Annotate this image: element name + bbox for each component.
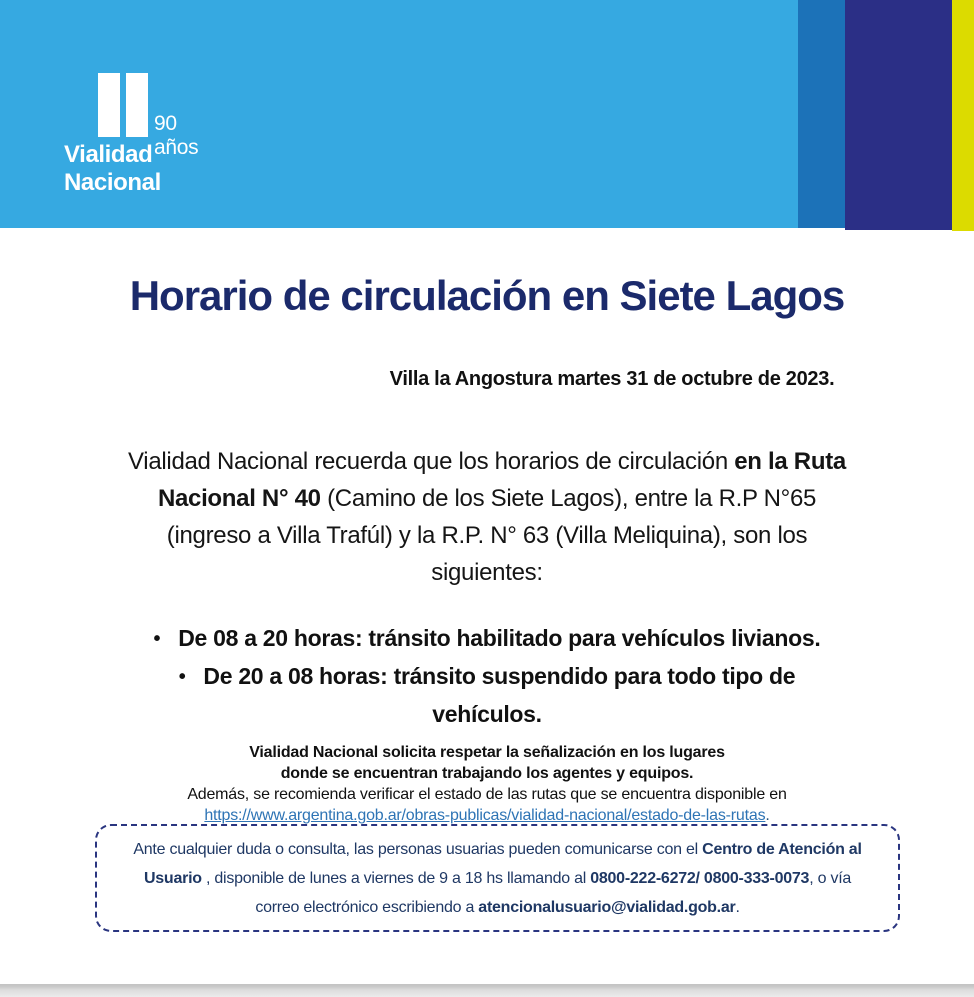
notes-block: [0, 742, 974, 826]
notes-bold-line-2: donde se encuentran trabajando los agentes y equipos.: [280, 765, 694, 782]
header-stripe-navy: [845, 0, 952, 230]
bullet-item-day: [0, 620, 974, 658]
schedule-bullet-list: [0, 620, 974, 733]
bullet-icon: •: [178, 666, 186, 688]
contact-line-2: [103, 864, 892, 893]
intro-text: Vialidad Nacional recuerda que los horarios de circulación: [128, 448, 735, 475]
intro-paragraph: [0, 443, 974, 591]
intro-line-1: [0, 443, 974, 480]
logo-years-label: 90 años: [154, 112, 199, 159]
intro-line-3: (ingreso a Villa Trafúl) y la R.P. N° 63 (Villa Meliquina), son los: [166, 522, 808, 549]
bullet-icon: •: [153, 628, 161, 650]
contact-bold-text: Usuario: [143, 869, 202, 887]
bullet-item-night-continued: vehículos.: [432, 701, 542, 727]
contact-email: atencionalusuario@vialidad.gob.ar: [478, 898, 736, 916]
notes-line-3: Además, se recomienda verificar el estado de las rutas que se encuentra disponible en: [187, 786, 787, 803]
contact-text: Ante cualquier duda o consulta, las personas usuarias pueden comunicarse con el: [133, 840, 703, 858]
contact-line-3: [103, 893, 892, 922]
window-bottom-edge-bar: [0, 984, 974, 997]
header-banner: [0, 0, 974, 228]
contact-text: , o vía: [809, 869, 852, 887]
link-period: .: [765, 807, 770, 824]
notes-bold-line-1: Vialidad Nacional solicita respetar la señalización en los lugares: [249, 744, 725, 761]
notes-link-line: [0, 805, 974, 826]
dateline: Villa la Angostura martes 31 de octubre de 2023.: [389, 368, 835, 390]
contact-info-box: [95, 824, 900, 932]
intro-bold-text: Nacional N° 40: [157, 485, 321, 512]
contact-bold-text: Centro de Atención al: [702, 840, 862, 858]
contact-text: correo electrónico escribiendo a: [255, 898, 479, 916]
estado-de-las-rutas-link[interactable]: https://www.argentina.gob.ar/obras-publicas/vialidad-nacional/estado-de-las-rutas: [204, 807, 766, 824]
intro-line-4: siguientes:: [431, 559, 543, 586]
logo-org-name: Vialidad Nacional: [64, 141, 161, 196]
intro-text: (Camino de los Siete Lagos), entre la R.P N°65: [320, 485, 817, 512]
bullet-item-text: De 20 a 08 horas: tránsito suspendido para todo tipo de: [203, 663, 796, 689]
header-stripe-yellow: [952, 0, 974, 231]
bullet-item-text: De 08 a 20 horas: tránsito habilitado para vehículos livianos.: [178, 625, 821, 651]
page-title: Horario de circulación en Siete Lagos: [129, 272, 845, 319]
contact-line-1: [103, 835, 892, 864]
logo-bars-icon: [98, 73, 120, 137]
logo-bars-icon: [126, 73, 148, 137]
contact-text: , disponible de lunes a viernes de 9 a 18 hs llamando al: [201, 869, 591, 887]
contact-phone-numbers: 0800-222-6272/ 0800-333-0073: [590, 869, 810, 887]
intro-line-2: [0, 480, 974, 517]
contact-text: .: [735, 898, 740, 916]
bullet-item-night: [0, 658, 974, 696]
intro-bold-text: en la Ruta: [734, 448, 846, 475]
header-stripe-medium-blue: [798, 0, 845, 228]
